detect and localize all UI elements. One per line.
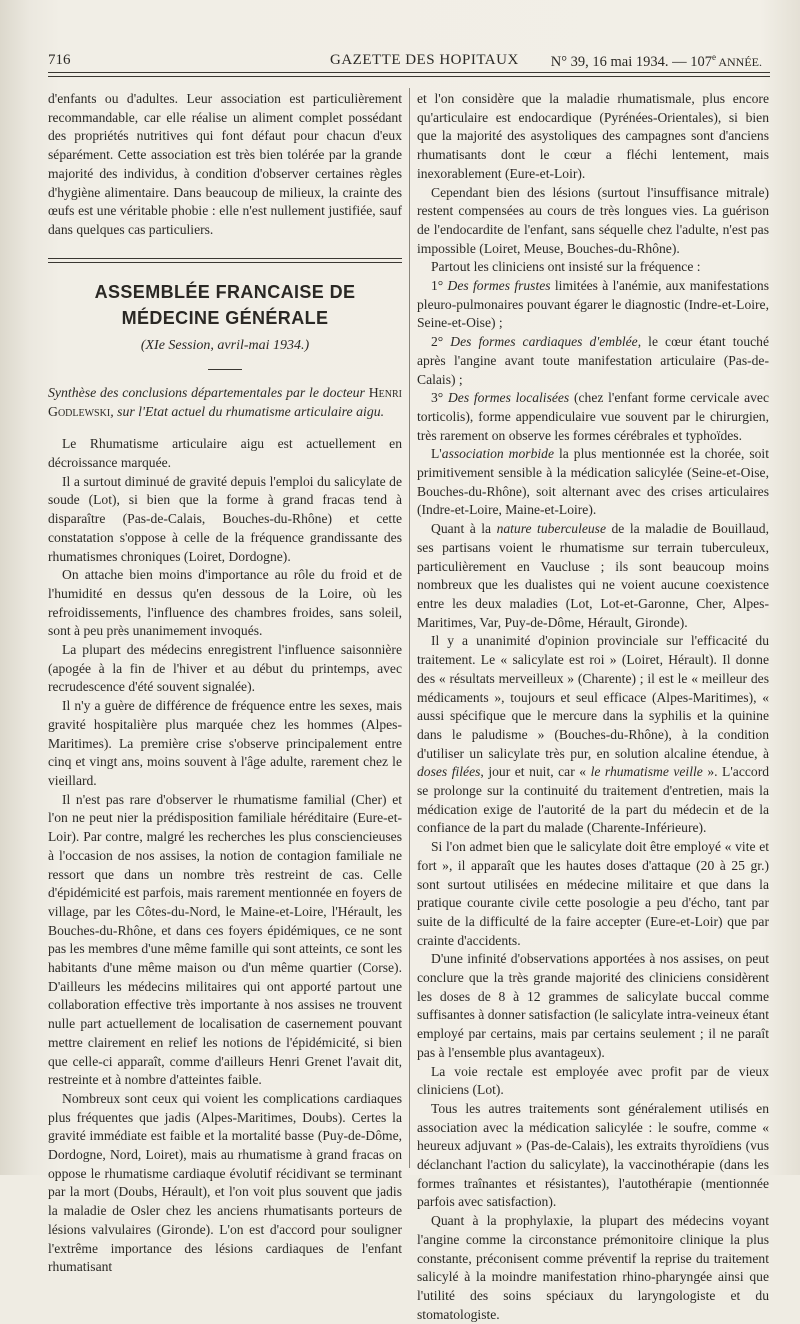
paragraph: La plupart des médecins enregistrent l'influence saisonnière (apogée à la fin de l'hiver et au début du printemps, avec recrudescence d'été souvent signalée). (48, 642, 402, 695)
synthesis-text-b: , sur l'Etat actuel du rhumatisme articulaire aigu. (110, 403, 385, 419)
right-column (417, 90, 769, 1324)
issue-info (551, 52, 762, 71)
emphasis: nature tuberculeuse (496, 521, 606, 537)
list-number: 3° (431, 390, 448, 406)
header-rule-bottom (48, 76, 770, 77)
paragraph (417, 632, 769, 838)
list-number: 1° (431, 278, 448, 294)
paragraph: La voie rectale est employée avec profit par de vieux cliniciens (Lot). (417, 1063, 769, 1098)
issue-annee: ANNÉE. (716, 54, 762, 69)
list-emphasis: Des formes localisées (447, 390, 570, 406)
paragraph: et l'on considère que la maladie rhumatismale, plus encore qu'articulaire est endocardique (Pyrénées-Orientales), si bien que la majorité des asystoliques des campagnes sont d'anciens rhumatisants dont le cœur a fléchi lentement, mais inexorablement (Eure-et-Loir). (417, 91, 769, 181)
emphasis: le rhumatisme veille (590, 764, 703, 780)
paragraph: Partout les cliniciens ont insisté sur la fréquence : (431, 259, 701, 275)
synthesis-heading (48, 384, 402, 421)
paragraph: Quant à la prophylaxie, la plupart des médecins voyant l'angine comme la circonstance prémonitoire clinique la plus constante, préconisent comme préventif la reprise du traitement salicylé à la moindre manifestation rhino-pharyngée ainsi que l'utilité des soins spéciaux du laryngologiste et du stomatologiste. (417, 1213, 769, 1322)
paragraph: Tous les autres traitements sont généralement utilisés en association avec la médication salicylée : le soufre, comme « heureux adjuvant » (Pas-de-Calais), les extraits thyroïdiens (vus déclanchant l'action du salicylate), la vaccinothérapie (dans les formes traînantes et résistantes), l'autothérapie (mentionnée parfois avec satisfaction). (417, 1100, 769, 1210)
page-header (48, 44, 768, 70)
text: L' (431, 446, 442, 462)
text: , jour et nuit, car « (480, 764, 591, 780)
list-item (417, 277, 769, 333)
author-name: Henri Godlewski (48, 385, 402, 419)
paragraph: Si l'on admet bien que le salicylate doit être employé « vite et fort », il apparaît que les hautes doses d'attaque (20 à 25 gr.) sont surtout utilisées en médecine militaire et que dans la pratique courante civile cette posologie a peu d'écho, tant par suite de la difficulté de la faire accepter (Eure-et-Loir) que par crainte d'accidents. (417, 839, 769, 948)
section-double-rule (48, 258, 402, 263)
section-title: ASSEMBLÉE FRANCAISE DE MÉDECINE GÉNÉRALE (94, 281, 356, 328)
list-emphasis: Des formes frustes (447, 278, 551, 294)
paragraph: Cependant bien des lésions (surtout l'insuffisance mitrale) restent compensées au cours de très longues vies. La guérison de l'endocardite de l'enfant, sans séquelle chez l'adulte, n'est pas impossible (Loiret, Meuse, Bouches-du-Rhône). (417, 184, 769, 256)
list-number: 2° (431, 334, 451, 350)
text: Quant à la (431, 521, 497, 537)
emphasis: doses filées (417, 764, 481, 780)
text: ». L'accord se prolonge sur la continuité du traitement d'entretien, mais la médication exige de l'autorité de la part du médecin et de la confiance de la part du malade (Charente-Inférieure). (417, 764, 770, 836)
paragraph: Il n'est pas rare d'observer le rhumatisme familial (Cher) et l'on ne peut nier la prédisposition familiale héréditaire (Eure-et-Loir). Par contre, malgré les recherches les plus consciencieuses à l'occasion de nos assises, la notion de contagion familiale ne ressort que dans un nombre très restreint de cas. Celle d'épidémicité est parfois, mais rarement mentionnée en foyers de village, par les Côtes-du-Nord, le Maine-et-Loire, l'Hérault, les Bouches-du-Rhône, et dans ces foyers épidémiques, ce ne sont pas les membres d'une même famille qui sont atteints, ce sont les habitants d'une même maison ou d'un même quartier (Corse). D'ailleurs les médecins militaires qui ont apporté partout une collaboration effective très importante à nos assises ne trouvent nulle part actuellement de localisation de casernement pouvant mettre clairement en relief les notions de l'épidémicité, si bien que celle-ci apparaît, comme d'ailleurs Henri Grenet l'avait dit, restreinte et à nombre d'atteintes faible. (48, 791, 402, 1088)
journal-title: GAZETTE DES HOPITAUX (330, 52, 519, 68)
paragraph: Il a surtout diminué de gravité depuis l'emploi du salicylate de soude (Lot), si bien que la forme à grand fracas tend à disparaître (Pas-de-Calais, Bouches-du-Rhône) et cette constatation s'oppose à celle de la fréquence grandissante des rhumatismes chroniques (Loiret, Dordogne). (48, 473, 402, 564)
text: de la maladie de Bouillaud, ses partisans voient le rhumatisme sur terrain tuberculeux, particulièrement en Vaucluse ; ils sont beaucoup moins nombreux que les dualistes qui ne voient aucune coexistence entre les deux maladies (Lot, Lot-et-Garonne, Cher, Alpes-Maritimes, Var, Puy-de-Dôme, Hérault, Gironde). (417, 521, 769, 630)
paragraph: Le Rhumatisme articulaire aigu est actuellement en décroissance marquée. (48, 436, 402, 471)
paragraph: D'une infinité d'observations apportées à nos assises, on peut conclure que la très grande majorité des cliniciens considèrent les doses de 8 à 12 grammes de salicylate buccal comme suffisantes à donner satisfaction (le salicylate intra-veineux étant employé par certains, mais par certains seulement ; il ne paraît pas à l'ensemble plus avantageux). (417, 951, 769, 1060)
list-item (417, 389, 769, 445)
list-text: , le cœur étant touché après l'angine avant toute manifestation articulaire (Pas-de-Calais) ; (417, 334, 769, 387)
list-emphasis: Des formes cardiaques d'emblée (450, 334, 638, 350)
session-line: (XIe Session, avril-mai 1934.) (140, 337, 310, 353)
paragraph (417, 445, 769, 520)
paragraph: Nombreux sont ceux qui voient les complications cardiaques plus fréquentes que jadis (Alpes-Maritimes, Doubs). Certes la gravité immédiate est faible et la mortalité basse (Puy-de-Dôme, Dordogne, Nord, Loiret), mais au rhumatisme à grand fracas on oppose le rhumatisme cardiaque évolutif récidivant se terminant par la mort (Doubs, Hérault), et l'on voit plus souvent que jadis la maladie de Osler chez les anciens rhumatisants porteurs de lésions valvulaires (Gironde). L'on est d'accord pour souligner l'extrême importance des lésions cardiaques de l'enfant rhumatisant (48, 1090, 402, 1275)
list-text: (chez l'enfant forme cervicale avec torticolis), forme appendiculaire vue souvent par le chirurgien, très rarement on observe les formes cérébrales et typhoïdes. (417, 390, 769, 443)
header-rule-top (48, 72, 770, 73)
page-number: 716 (48, 52, 71, 68)
synthesis-text-a: Synthèse des conclusions départementales par le docteur (48, 385, 369, 401)
text: la plus mentionnée est la chorée, soit primitivement sensible à la médication salicylée (Seine-et-Oise, Bouches-du-Rhône), soit alternant avec des crises articulaires (Indre-et-Loire, Maine-et-Loire). (417, 446, 769, 518)
text: Il y a unanimité d'opinion provinciale sur l'efficacité du traitement. Le « salicylate est roi » (Loiret, Hérault). Il donne des « résultats merveilleux » (Charente) ; il est le « meilleur des médicaments », toujours et seul efficace (Alpes-Maritimes), « aussi spécifique que le mercure dans la syphilis et la quinine dans le paludisme » (Bouches-du-Rhône), à la condition d'utiliser un salicylate très pur, en solution alcaline étendue, à (417, 633, 769, 761)
list-text: limitées à l'anémie, aux manifestations pleuro-pulmonaires pouvant égarer le diagnostic (Indre-et-Loire, Seine-et-Oise) ; (417, 278, 769, 331)
emphasis: association morbide (441, 446, 554, 462)
paragraph: Il n'y a guère de différence de fréquence entre les sexes, mais gravité hospitalière plus marquée chez les hommes (Alpes-Maritimes). La première crise s'observe principalement entre cinq et vingt ans, moins souvent à l'âge adulte, rarement chez le vieillard. (48, 698, 402, 788)
issue-sup: e (712, 52, 716, 62)
list-item (417, 333, 769, 389)
left-column (48, 90, 402, 1277)
paragraph (417, 520, 769, 632)
issue-text: N° 39, 16 mai 1934. — 107 (550, 53, 712, 70)
short-rule (208, 369, 242, 370)
paragraph: d'enfants ou d'adultes. Leur association est particulièrement recommandable, car elle réalise un aliment complet possédant des propriétés nutritives qui font défaut pour chacun d'eux séparément. Cette association est très bien tolérée par la grande majorité des individus, à condition d'observer certaines règles d'hygiène alimentaire. Dans beaucoup de milieux, la crainte des œufs est une véritable phobie : elle n'est nullement justifiée, sauf dans quelques cas particuliers. (48, 91, 402, 237)
column-divider (409, 88, 410, 1168)
paragraph: On attache bien moins d'importance au rôle du froid et de l'humidité en dessus qu'en dessous de la Loire, où les refroidissements, l'influence des chambres froides, sans soleil, sont à peu près unanimement invoqués. (48, 567, 402, 639)
